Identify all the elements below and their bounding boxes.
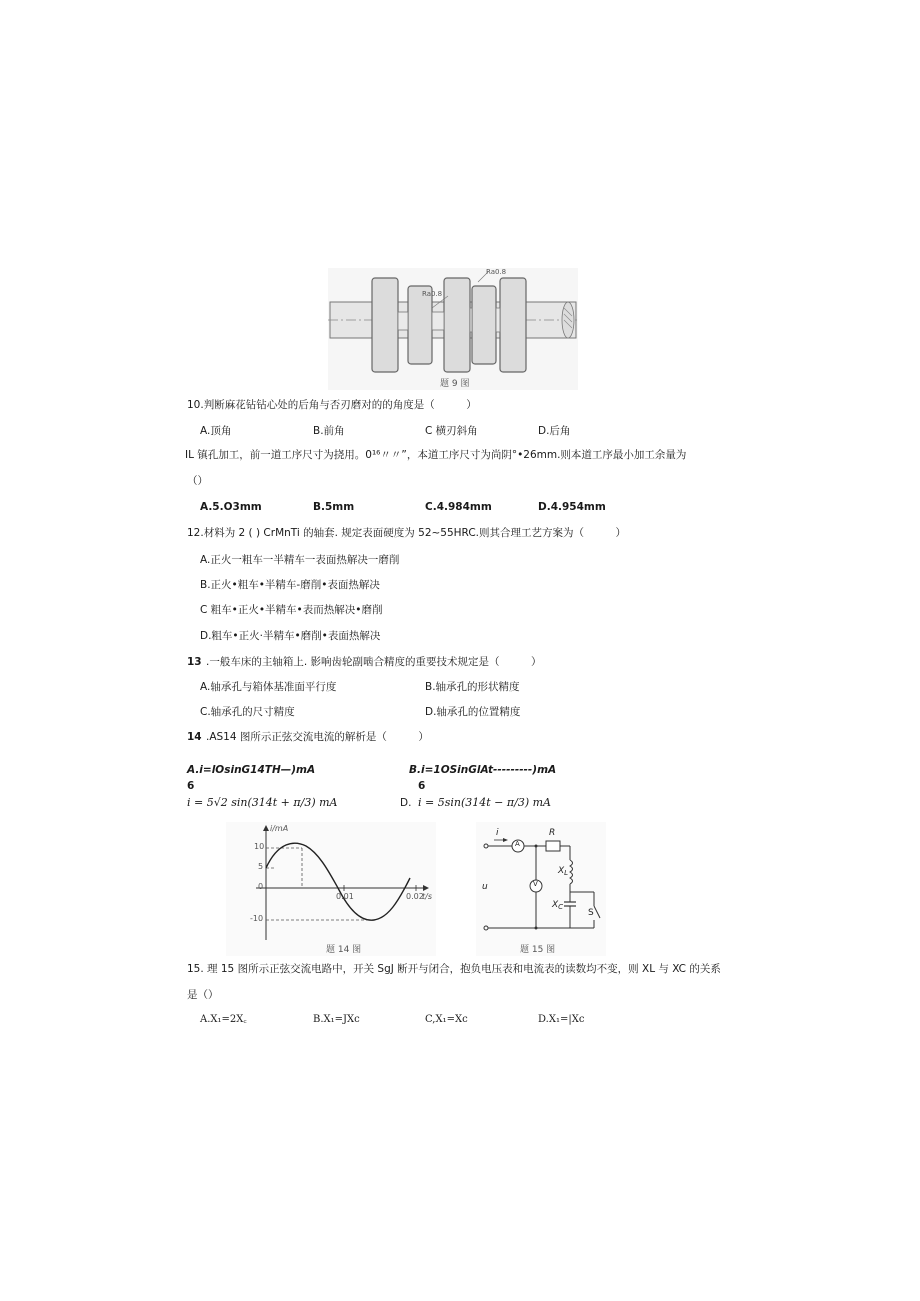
q10-option-b: B.前角 [313,425,345,437]
fig15-xl-label [558,866,568,877]
fig14-xtick-002: 0.02 [406,892,424,901]
q14-option-a-six: 6 [187,780,195,792]
fig14-ytick-10: 10 [254,842,265,851]
fig15-u-label: u [482,882,488,892]
fig15-r-label: R [549,828,556,838]
fig14-ytick-neg10: -10 [250,914,264,923]
q13-option-a: A.轴承孔与箱体基准面平行度 [200,681,337,693]
q15-option-c: C,X₁=Xc [425,1014,468,1025]
q13-option-c: C.轴承孔的尺寸精度 [200,706,295,718]
question-13-number: 13 [187,656,202,668]
q13-option-b: B.轴承孔的形状精度 [425,681,520,693]
figure-14-caption: 题 14 图 [326,945,362,955]
q10-option-a: A.顶角 [200,425,232,437]
question-14-stem: .AS14 图所示正弦交流电流的解析是（ ） [206,731,429,743]
figure-15 [476,822,606,956]
q14-option-b: B.i=1OSinGlAt---------)mA [409,764,557,776]
question-14-number: 14 [187,731,202,743]
question-15-stem-line2: 是（） [187,989,219,1001]
q15-option-a: A.X₁=2X꜀ [200,1014,247,1025]
fig14-xlabel: t/s [422,892,432,901]
fig15-xl-letter: X [558,866,565,876]
q11-option-b: B.5mm [313,501,355,513]
fig14-ylabel: i/mA [270,824,289,833]
fig15-s-label: S [588,908,594,918]
q11-option-d: D.4.954mm [538,501,606,513]
q14-option-d: i = 5sin(314t − π/3) mA [418,796,551,809]
fig14-ytick-5: 5 [258,862,264,871]
q15-option-b: B.X₁=JXc [313,1014,360,1025]
fig15-xc-label [552,900,563,911]
figure-9-caption: 题 9 图 [440,379,470,389]
figure-15-caption: 题 15 图 [520,945,556,955]
question-11-stem-line2: （） [187,475,208,487]
q15-option-d: D.X₁=|Xc [538,1014,585,1025]
question-11-stem: IL 镇孔加工，前一道工序尺寸为挠用。0¹⁶〃〃”，本道工序尺寸为尚阴°•26mm.则本道工序最小加工余量为 [185,449,687,461]
q10-option-d: D.后角 [538,425,571,437]
q11-option-a: A.5.O3mm [200,501,262,513]
fig15-xc-sub: C [558,903,564,911]
circuit-diagram [476,822,606,956]
figure-14 [226,822,436,956]
fig15-xl-sub: L [564,869,569,877]
q12-option-a: A.正火一粗车一半精车一表面热解决一磨削 [200,554,400,566]
fig15-voltmeter-label: V [533,880,538,888]
fig15-i-label: i [496,828,499,838]
q14-option-a: A.i=lOsinG14TH—)mA [187,764,316,776]
question-12-stem: 12.材料为 2 ( ) CrMnTi 的轴套. 规定表面硬度为 52~55HRC.则其合理工艺方案为（ ） [187,527,626,539]
fig14-xtick-001: 0.01 [336,892,354,901]
q13-option-d: D.轴承孔的位置精度 [425,706,521,718]
fig9-label-left: Ra0.8 [422,290,443,298]
q12-option-c: C 粗车•正火•半精车•表而热解决•磨削 [200,604,383,616]
q11-option-c: C.4.984mm [425,501,492,513]
fig15-ammeter-label: A [515,840,520,848]
question-13-stem: .一般车床的主轴箱上. 影响齿轮副啮合精度的重要技术规定是（ ） [206,656,542,668]
fig15-xc-letter: X [552,900,559,910]
q14-option-c: i = 5√2 sin(314t + π/3) mA [187,796,338,809]
shaft-drawing [328,268,578,390]
question-15-stem: 15. 理 15 图所示正弦交流电路中，开关 SgJ 断开与闭合，抱负电压表和电流表的读数均不变，则 XL 与 XC 的关系 [187,963,721,975]
figure-9 [328,268,578,390]
q14-option-d-label: D. [400,797,412,809]
q12-option-b: B.正火•粗车•半精车-磨削•表面热解决 [200,579,380,591]
q10-option-c: C 横刃斜角 [425,425,478,437]
fig14-ytick-0: 0 [258,882,264,891]
q14-option-b-six: 6 [418,780,426,792]
question-10-stem: 10.判断麻花钻钻心处的后角与否刃磨对的的角度是（ ） [187,399,477,411]
fig9-label-right: Ra0.8 [486,268,507,276]
q12-option-d: D.粗车•正火·半精车•磨削•表面热解决 [200,630,381,642]
